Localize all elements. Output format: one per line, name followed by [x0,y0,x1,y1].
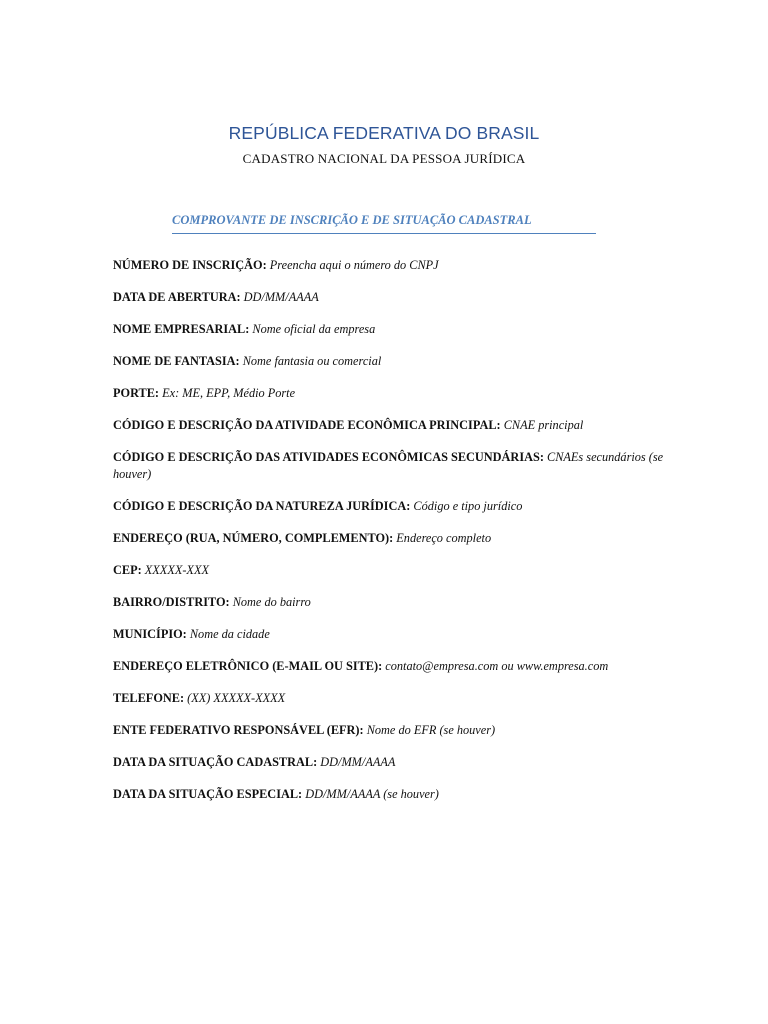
field-label: CÓDIGO E DESCRIÇÃO DAS ATIVIDADES ECONÔMICAS SECUNDÁRIAS: [113,450,544,464]
field-nome-empresarial [113,321,673,338]
field-data-abertura [113,289,673,306]
field-label: CÓDIGO E DESCRIÇÃO DA NATUREZA JURÍDICA: [113,499,411,513]
field-label: ENDEREÇO ELETRÔNICO (E-MAIL OU SITE): [113,659,383,673]
field-label: NÚMERO DE INSCRIÇÃO: [113,258,267,272]
field-data-situacao-cadastral [113,754,673,771]
document-title: REPÚBLICA FEDERATIVA DO BRASIL [228,123,540,143]
field-value: Código e tipo jurídico [413,499,523,513]
document-subtitle: CADASTRO NACIONAL DA PESSOA JURÍDICA [242,151,526,166]
field-value: Nome do EFR (se houver) [366,723,496,737]
field-label: DATA DA SITUAÇÃO ESPECIAL: [113,787,303,801]
field-value: (XX) XXXXX-XXXX [187,691,286,705]
field-label: ENDEREÇO (RUA, NÚMERO, COMPLEMENTO): [113,531,394,545]
field-natureza-juridica [113,498,673,515]
field-value: DD/MM/AAAA [320,755,396,769]
field-efr [113,722,673,739]
field-value: DD/MM/AAAA (se houver) [305,787,439,801]
field-label: TELEFONE: [113,691,185,705]
field-value: Ex: ME, EPP, Médio Porte [162,386,296,400]
field-label: CEP: [113,563,142,577]
field-value: Nome oficial da empresa [252,322,376,336]
field-atividades-secundarias [113,449,673,483]
field-label: ENTE FEDERATIVO RESPONSÁVEL (EFR): [113,723,364,737]
field-cep [113,562,673,579]
field-value: CNAEs secundários (se houver) [113,450,664,481]
field-value: XXXXX-XXX [144,563,209,577]
field-telefone [113,690,673,707]
field-label: NOME DE FANTASIA: [113,354,240,368]
field-label: PORTE: [113,386,160,400]
field-label: BAIRRO/DISTRITO: [113,595,230,609]
field-porte [113,385,673,402]
field-value: Nome da cidade [189,627,270,641]
field-value: Nome fantasia ou comercial [242,354,382,368]
field-value: Preencha aqui o número do CNPJ [269,258,439,272]
field-label: CÓDIGO E DESCRIÇÃO DA ATIVIDADE ECONÔMICA PRINCIPAL: [113,418,501,432]
field-value: contato@empresa.com ou www.empresa.com [385,659,609,673]
field-nome-fantasia [113,353,673,370]
field-value: Endereço completo [396,531,492,545]
field-data-situacao-especial [113,786,673,803]
field-atividade-principal [113,417,673,434]
section-heading: COMPROVANTE DE INSCRIÇÃO E DE SITUAÇÃO CADASTRAL [172,213,596,234]
field-value: Nome do bairro [232,595,311,609]
field-label: DATA DA SITUAÇÃO CADASTRAL: [113,755,318,769]
field-value: CNAE principal [503,418,584,432]
field-label: DATA DE ABERTURA: [113,290,241,304]
field-label: NOME EMPRESARIAL: [113,322,250,336]
field-value: DD/MM/AAAA [243,290,319,304]
field-endereco [113,530,673,547]
field-numero-inscricao [113,257,673,274]
field-label: MUNICÍPIO: [113,627,187,641]
field-endereco-eletronico [113,658,673,675]
field-municipio [113,626,673,643]
field-bairro [113,594,673,611]
field-list [113,257,673,818]
